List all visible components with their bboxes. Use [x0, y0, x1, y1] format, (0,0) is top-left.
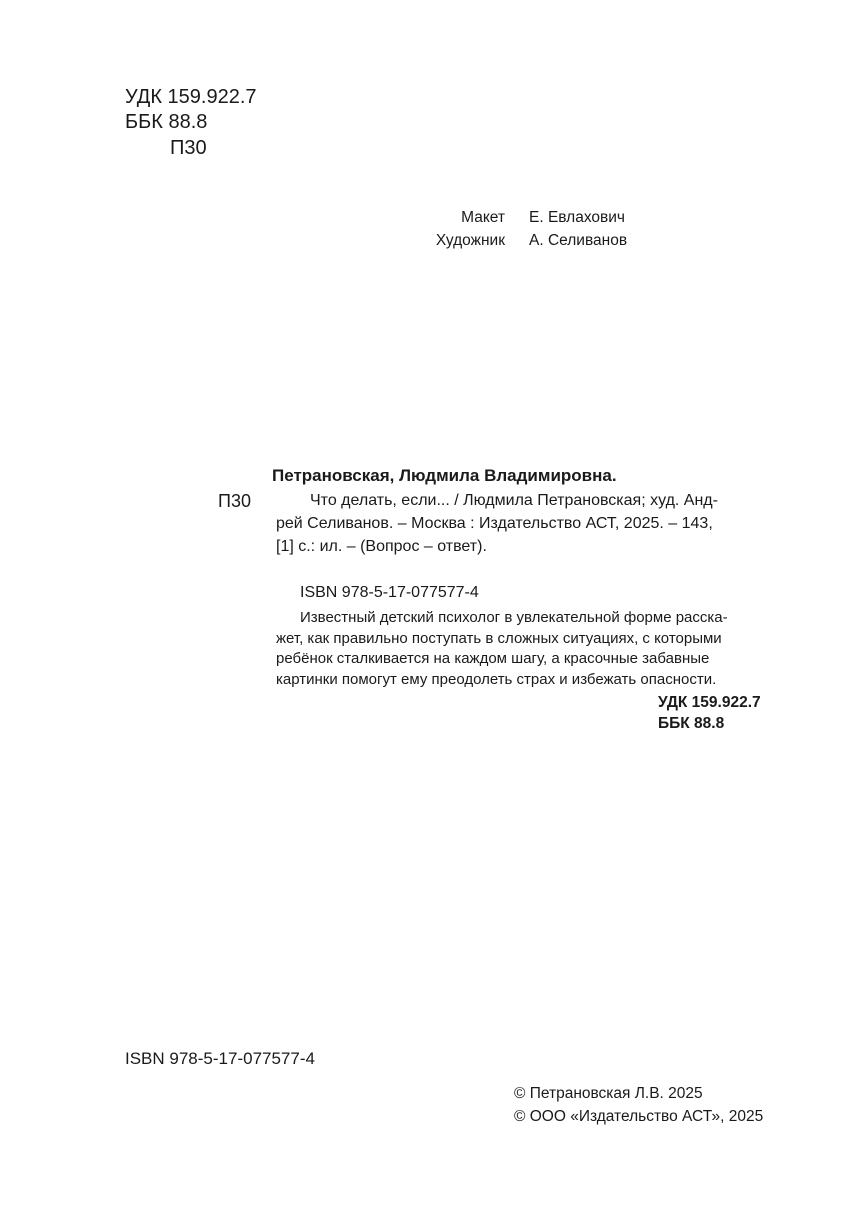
- bbk-code: ББК 88.8: [125, 111, 208, 133]
- card-annotation-line: ребёнок сталкивается на каждом шагу, а красочные забавные: [276, 650, 710, 667]
- card-description-line: Что делать, если... / Людмила Петрановская; худ. Анд-: [310, 492, 718, 509]
- udk-code: УДК 159.922.7: [125, 86, 257, 108]
- card-udk: УДК 159.922.7: [658, 694, 761, 711]
- credit-name-layout: Е. Евлахович: [529, 209, 625, 226]
- card-description-line: [1] с.: ил. – (Вопрос – ответ).: [276, 538, 487, 555]
- copyright-publisher: © ООО «Издательство АСТ», 2025: [514, 1108, 764, 1125]
- card-bbk: ББК 88.8: [658, 715, 725, 732]
- card-description-line: рей Селиванов. – Москва : Издательство АСТ, 2025. – 143,: [276, 515, 713, 532]
- card-author: Петрановская, Людмила Владимировна.: [272, 466, 617, 485]
- card-annotation-line: жет, как правильно поступать в сложных ситуациях, с которыми: [276, 629, 722, 647]
- card-annotation-line: Известный детский психолог в увлекательной форме расска-: [300, 609, 728, 626]
- credit-role-artist: Художник: [435, 232, 505, 249]
- card-author-code: П30: [218, 491, 251, 511]
- card-annotation-line: картинки помогут ему преодолеть страх и избежать опасности.: [276, 670, 717, 688]
- footer-isbn: ISBN 978-5-17-077577-4: [125, 1049, 315, 1068]
- credit-role-layout: Макет: [461, 209, 505, 226]
- author-code: П30: [170, 137, 207, 159]
- credit-name-artist: А. Селиванов: [529, 232, 628, 249]
- card-isbn: ISBN 978-5-17-077577-4: [300, 584, 479, 601]
- copyright-author: © Петрановская Л.В. 2025: [514, 1085, 703, 1102]
